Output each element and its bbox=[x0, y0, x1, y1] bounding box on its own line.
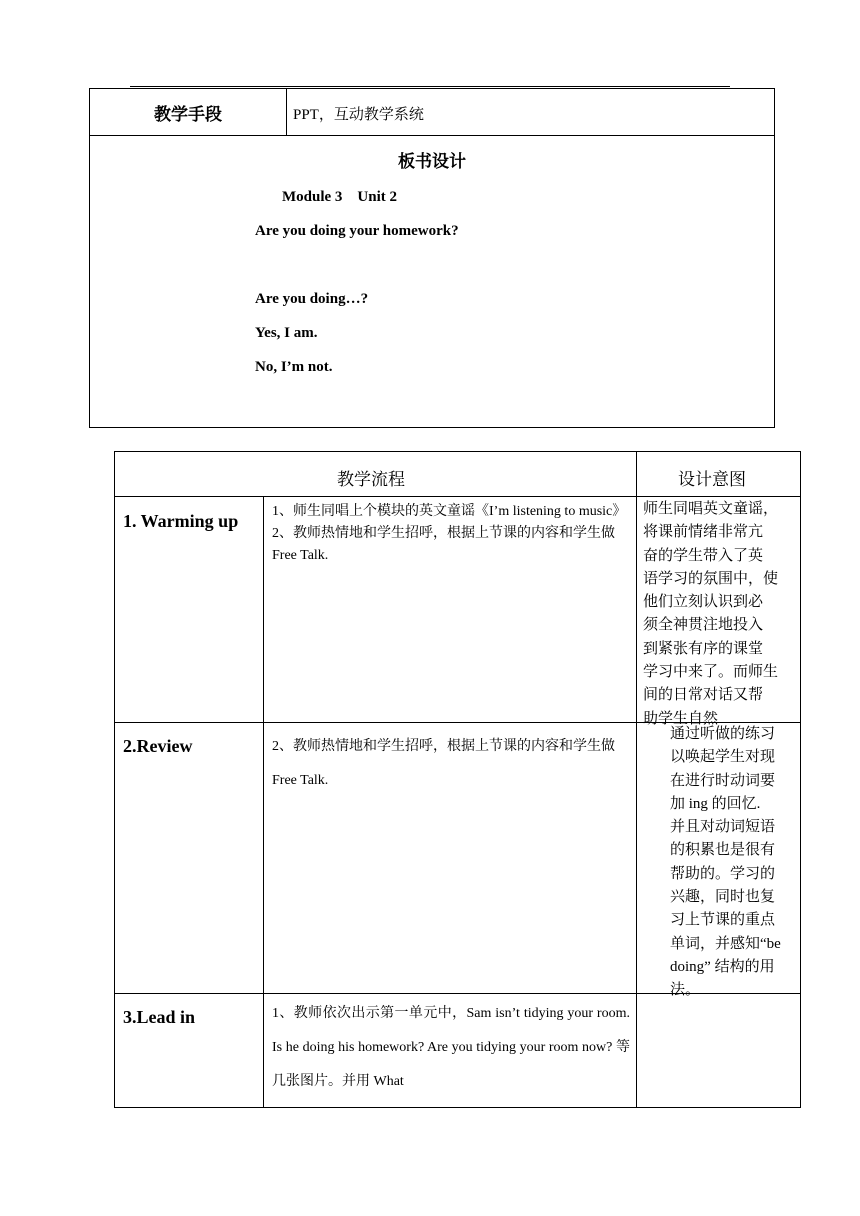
header-process: 教学流程 bbox=[337, 470, 405, 490]
intent-line: 帮助的。学习的 bbox=[670, 865, 776, 882]
intent-line: 法。 bbox=[670, 982, 701, 999]
process-item: 1、师生同唱上个模块的英文童谣《I’m listening to music》 bbox=[272, 504, 627, 519]
board-line-yes: Yes, I am. bbox=[255, 325, 318, 341]
board-line-pattern: Are you doing…? bbox=[255, 291, 369, 307]
board-line-question: Are you doing your homework? bbox=[255, 223, 459, 239]
intent-line: 学习中来了。而师生 bbox=[643, 664, 779, 681]
header-divider bbox=[115, 496, 800, 497]
board-line-module: Module 3 Unit 2 bbox=[282, 189, 398, 205]
intent-line: 他们立刻认识到必 bbox=[643, 594, 764, 611]
intent-line: 习上节课的重点 bbox=[670, 912, 776, 929]
step-column-divider bbox=[263, 496, 264, 1107]
intent-review bbox=[670, 723, 781, 1003]
intent-line: 加 ing 的回忆. bbox=[670, 795, 761, 812]
process-item: 2、教师热情地和学生招呼，根据上节课的内容和学生做 Free Talk. bbox=[272, 739, 615, 788]
board-design-title: 板书设计 bbox=[398, 152, 466, 172]
intent-line: 单词，并感知“be bbox=[670, 935, 781, 952]
process-item: 1、教师依次出示第一单元中，Sam isn’t tidying your room. Is he doing his homework? Are you tidying your room now? 等几张图片。并用 What bbox=[272, 1006, 630, 1089]
teaching-method-label: 教学手段 bbox=[90, 89, 287, 135]
intent-line: 间的日常对话又帮 bbox=[643, 687, 764, 704]
header-intent: 设计意图 bbox=[678, 470, 746, 490]
process-item: 2、教师热情地和学生招呼，根据上节课的内容和学生做 Free Talk. bbox=[272, 526, 615, 563]
teaching-method-row bbox=[90, 89, 774, 136]
intent-line: 到紧张有序的课堂 bbox=[643, 640, 764, 657]
intent-line: 语学习的氛围中，使 bbox=[643, 570, 779, 587]
intent-line: 的积累也是很有 bbox=[670, 842, 776, 859]
teaching-flow-table bbox=[114, 451, 801, 1108]
page-top-rule bbox=[130, 86, 730, 87]
intent-column-divider bbox=[636, 452, 637, 1107]
teaching-method-table bbox=[89, 88, 775, 428]
intent-line: 师生同唱英文童谣， bbox=[643, 501, 779, 517]
process-lead-in bbox=[272, 997, 630, 1099]
intent-line: 以唤起学生对现 bbox=[670, 749, 776, 766]
intent-line: 奋的学生带入了英 bbox=[643, 547, 764, 564]
intent-line: doing” 结构的用 bbox=[670, 958, 775, 975]
intent-line: 将课前情绪非常亢 bbox=[643, 524, 764, 541]
process-warming-up bbox=[272, 501, 630, 567]
intent-line: 须全神贯注地投入 bbox=[643, 617, 764, 634]
step-warming-up: 1. Warming up bbox=[123, 511, 239, 531]
intent-line: 通过听做的练习 bbox=[670, 726, 776, 742]
intent-warming-up bbox=[643, 498, 778, 731]
process-review bbox=[272, 730, 630, 798]
intent-line: 兴趣，同时也复 bbox=[670, 889, 776, 906]
intent-line: 助学生自然 bbox=[643, 710, 719, 727]
step-lead-in: 3.Lead in bbox=[123, 1007, 196, 1027]
teaching-method-value: PPT，互动教学系统 bbox=[293, 107, 424, 123]
board-line-no: No, I’m not. bbox=[255, 359, 333, 375]
step-review: 2.Review bbox=[123, 736, 193, 756]
intent-line: 并且对动词短语 bbox=[670, 819, 776, 836]
intent-line: 在进行时动词要 bbox=[670, 772, 776, 789]
